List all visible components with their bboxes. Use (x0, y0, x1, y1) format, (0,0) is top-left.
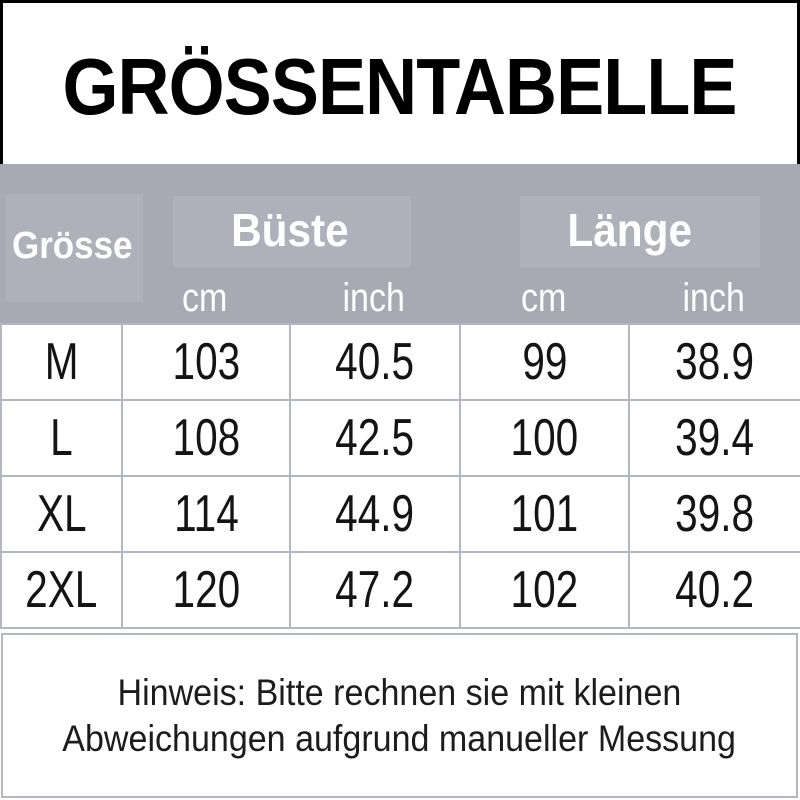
unit-header-length-cm: cm (520, 276, 567, 320)
column-group-length: Länge (567, 204, 692, 256)
unit-header-bust-inch: inch (342, 276, 406, 320)
table-row (1, 324, 800, 400)
column-group-bust: Büste (231, 204, 349, 256)
bust-cm-cell: 108 (122, 400, 290, 476)
length-inch-cell: 39.4 (629, 400, 800, 476)
page-title: GRÖSSENTABELLE (62, 41, 738, 131)
length-cm-cell: 102 (460, 552, 629, 628)
bust-cm-cell: 114 (122, 476, 290, 552)
length-inch-cell: 39.8 (629, 476, 800, 552)
measurement-note (1, 633, 798, 798)
size-cell: 2XL (1, 552, 122, 628)
size-table (0, 323, 800, 629)
column-header-size: Grösse (12, 225, 133, 267)
table-row (1, 400, 800, 476)
table-row (1, 552, 800, 628)
bust-inch-cell: 47.2 (290, 552, 460, 628)
bust-inch-cell: 42.5 (290, 400, 460, 476)
length-cm-cell: 99 (460, 324, 629, 400)
length-inch-cell: 38.9 (629, 324, 800, 400)
bust-inch-cell: 40.5 (290, 324, 460, 400)
bust-cm-cell: 103 (122, 324, 290, 400)
unit-header-bust-cm: cm (182, 276, 228, 320)
size-cell: M (1, 324, 122, 400)
table-row (1, 476, 800, 552)
size-cell: L (1, 400, 122, 476)
title-box (0, 0, 800, 164)
unit-header-length-inch: inch (682, 276, 746, 320)
bust-inch-cell: 44.9 (290, 476, 460, 552)
length-cm-cell: 100 (460, 400, 629, 476)
table-header (0, 164, 800, 323)
note-line-2: Abweichungen aufgrund manueller Messung (62, 717, 737, 759)
bust-cm-cell: 120 (122, 552, 290, 628)
note-line-1: Hinweis: Bitte rechnen sie mit kleinen (117, 671, 682, 713)
length-cm-cell: 101 (460, 476, 629, 552)
length-inch-cell: 40.2 (629, 552, 800, 628)
size-cell: XL (1, 476, 122, 552)
